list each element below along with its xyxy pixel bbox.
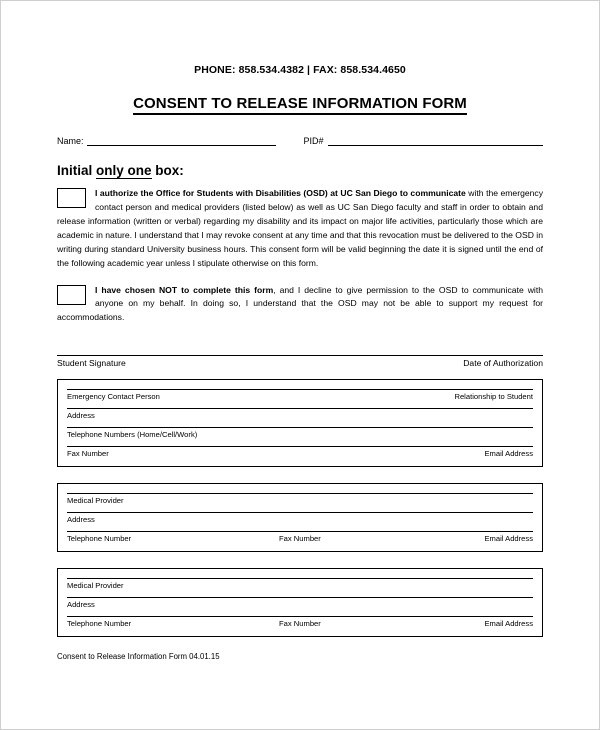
field-label-left: Medical Provider xyxy=(67,496,124,506)
medical-provider-box-2 xyxy=(57,568,543,637)
field-row xyxy=(67,512,533,531)
instruction-emphasis: only one xyxy=(96,163,152,178)
field-label-left: Address xyxy=(67,515,95,525)
consent-decline-body: , and I decline to give permission to the OSD to communicate with anyone on my behalf. In doing so, I understand that the OSD may not be able to support my request for accommodations. xyxy=(57,284,543,323)
signature-labels xyxy=(57,356,543,368)
page-content xyxy=(1,1,599,661)
consent-option-authorize xyxy=(57,187,543,271)
student-signature-label: Student Signature xyxy=(57,358,126,369)
instruction-prefix: Initial xyxy=(57,163,97,178)
checkbox-authorize[interactable] xyxy=(57,188,86,208)
date-of-authorization-label: Date of Authorization xyxy=(463,358,543,369)
field-label-left: Address xyxy=(67,600,95,610)
field-label-row xyxy=(67,598,533,616)
field-label-row xyxy=(67,390,533,408)
emergency-contact-box xyxy=(57,379,543,467)
identity-row xyxy=(57,136,543,146)
pid-label: PID# xyxy=(303,136,324,146)
field-label-right: Email Address xyxy=(484,449,533,459)
field-label-left: Address xyxy=(67,411,95,421)
form-revision-note: Consent to Release Information Form 04.01.15 xyxy=(57,652,220,662)
field-row xyxy=(67,446,533,465)
field-label-row xyxy=(67,428,533,446)
name-input[interactable] xyxy=(87,136,276,146)
contact-info-line: PHONE: 858.534.4382 | FAX: 858.534.4650 xyxy=(194,64,406,76)
field-label-row xyxy=(67,579,533,597)
field-label-row xyxy=(67,409,533,427)
instruction-heading xyxy=(57,163,543,178)
name-label: Name: xyxy=(57,136,84,146)
signature-section xyxy=(57,355,543,368)
field-label-row xyxy=(67,532,533,550)
consent-option-decline xyxy=(57,284,543,326)
field-label-right: Relationship to Student xyxy=(454,392,533,402)
field-row xyxy=(67,597,533,616)
field-label-center: Fax Number xyxy=(279,619,321,629)
field-label-left: Telephone Number xyxy=(67,619,132,629)
pid-input[interactable] xyxy=(328,136,543,146)
field-label-row xyxy=(67,513,533,531)
field-row xyxy=(67,408,533,427)
field-label-left: Emergency Contact Person xyxy=(67,392,160,402)
field-label-left: Telephone Number xyxy=(67,534,132,544)
page-title-text: CONSENT TO RELEASE INFORMATION FORM xyxy=(133,95,467,115)
field-label-right: Email Address xyxy=(484,534,533,544)
consent-authorize-bold: I authorize the Office for Students with Disabilities (OSD) at UC San Diego to communicate xyxy=(95,188,466,198)
field-label-left: Medical Provider xyxy=(67,581,124,591)
instruction-suffix: box: xyxy=(151,163,184,178)
field-row xyxy=(67,616,533,635)
field-row xyxy=(67,427,533,446)
consent-authorize-body: with the emergency contact person and medical providers (listed below) as well as UC San Diego faculty and staff in order to obtain and release information (written or verbal) regarding my disability and its impact on major life activities, particularly those which are academic in nature. I understand that I may revoke consent at any time and that this revocation must be delivered to the OSD in writing during standard University business hours. This consent form will be valid beginning the date it is signed until the end of the following academic year unless I stipulate otherwise on this form. xyxy=(57,188,543,268)
field-label-row xyxy=(67,447,533,465)
field-label-row xyxy=(67,617,533,635)
field-label-right: Email Address xyxy=(484,619,533,629)
field-label-left: Fax Number xyxy=(67,449,109,459)
field-row xyxy=(67,531,533,550)
consent-decline-bold: I have chosen NOT to complete this form xyxy=(95,284,274,295)
page-title xyxy=(57,95,543,112)
field-row xyxy=(67,578,533,597)
field-label-center: Fax Number xyxy=(279,534,321,544)
field-row xyxy=(67,493,533,512)
field-label-row xyxy=(67,494,533,512)
field-row xyxy=(67,389,533,408)
medical-provider-box-1 xyxy=(57,483,543,552)
checkbox-decline[interactable] xyxy=(57,285,86,305)
field-label-left: Telephone Numbers (Home/Cell/Work) xyxy=(67,430,198,440)
